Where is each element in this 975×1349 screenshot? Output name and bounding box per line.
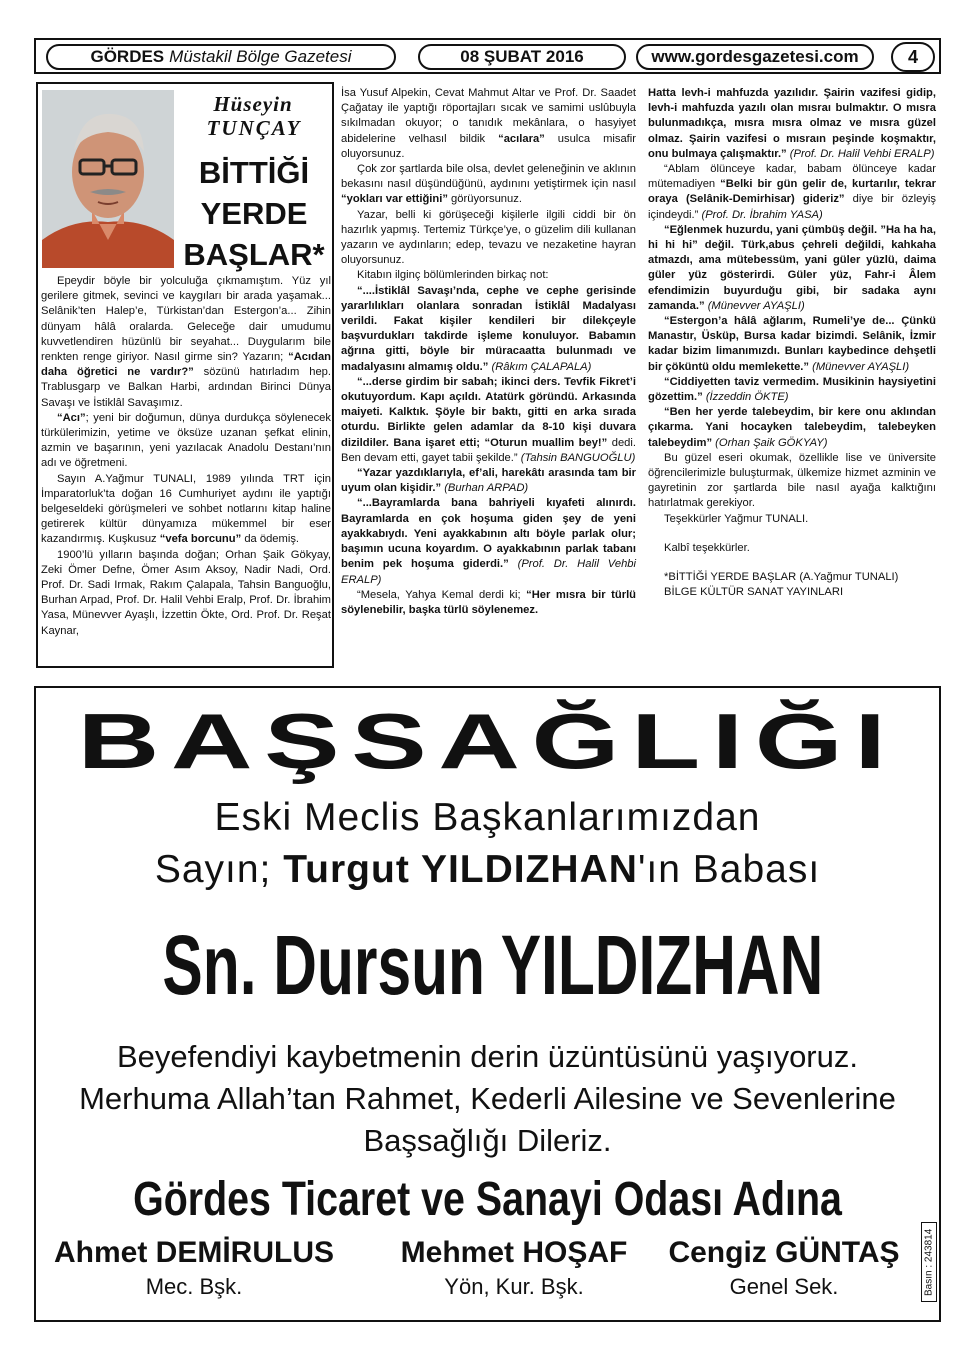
quote: “vefa borcunu”: [159, 533, 242, 546]
paragraph: da ödemiş.: [244, 533, 300, 546]
signatory-title: Genel Sek.: [729, 1274, 839, 1299]
message-line: Beyefendiyi kaybetmenin derin üzüntüsünü yaşıyoruz.: [117, 1039, 858, 1074]
quote-source: (Prof. Dr. Halil Vehbi ERALP): [341, 558, 636, 586]
article-text-col1: [41, 274, 331, 639]
article-column-2: [341, 86, 636, 618]
signatory-name: Mehmet HOŞAF: [400, 1236, 628, 1269]
advert-title: BAŞSAĞLIĞI: [77, 697, 898, 785]
quote-source: (Münevver AYAŞLI): [707, 299, 805, 312]
author-first-name: Hüseyin: [213, 92, 293, 116]
paragraph: Bu güzel eseri okumak, özellikle lise ve üniversite öğrencilerimizle buluşturmak, ülkemize hizmet azminin ve gayretinin zor şartlarda bile nasıl ayağa kalktığını hatırlatmak gerekiyor.: [648, 451, 936, 510]
paragraph: sözünü hatırladım hep. Trablusgarp ve Balkan Harbi, ardından Birinci Dünya Savaşı ve İstiklâl Savaşımız.: [41, 366, 332, 409]
signatory-title: Mec. Bşk.: [145, 1274, 243, 1299]
page-header: [34, 38, 941, 74]
paragraph: Kalbî teşekkürler.: [664, 541, 750, 554]
signatory-name: Cengiz GÜNTAŞ: [668, 1236, 900, 1269]
quote: “Oturun muallim bey!”: [484, 436, 608, 449]
advert-line-1: Eski Meclis Başkanlarımızdan: [214, 796, 761, 839]
page-number: 4: [891, 42, 935, 72]
paragraph: İsa Yusuf Alpekin, Cevat Mahmut Altar ve Prof. Dr. Saadet Çağatay ile yaptığı röportajları sıcak ve samimi uslûbuyla sıkılmadan okuyor; o tanıdık mekânlara, o hasyiyet abidelerine velhasıl bildik: [341, 87, 636, 145]
quote-source: (Münevver AYAŞLI): [812, 360, 910, 373]
paragraph: 1900’lü yılların başında doğan; Orhan Şaik Gökyay, Zeki Ömer Defne, Ömer Asım Aksoy, Nadir Nadi, Ord. Prof. Dr. Sadi Irmak, Rakım Çalapala, Tahsin Banguoğlu, Burhan Arpad, Prof. Dr. Halil Vehbi Eralp, Prof. Dr. İbrahim Yasa, Münevver Ayaşlı, İzzettin Ökte, Ord. Prof. Dr. Reşat Kaynar,: [41, 548, 331, 637]
paragraph: Epeydir böyle bir yolculuğa çıkmamıştım. Yüz yıl gerilere gitmek, sevinci ve kaygıları bir arada yaşamak... Selânik’ten Halep’e, Türkistan’dan Estergon’a... Zihin dünyam hâlâ oralarda. Geleceğe dair umudumu kuvvetlendiren hüzünlü bir seyahat... Duygularım bile renkten renge giriyor. Nasıl girme sin? Yazarın;: [41, 275, 331, 364]
deceased-name: Sn. Dursun YILDIZHAN: [162, 918, 824, 1012]
paragraph: Kitabın ilginç bölümlerinden birkaç not:: [357, 269, 549, 282]
paper-name-bold: GÖRDES: [90, 47, 165, 66]
paragraph: Sayın A.Yağmur TUNALI, 1989 yılında TRT için İmparatorluk’ta doğan 16 Cumhuriyet aydını ile yaptığı belgeseldeki görüşmeleri ve sohbet notlarını kitap haline getirerek kültür dünyamıza mükemmel bir eser kazandırmış. Kuşkusuz: [41, 472, 331, 546]
quote: “...Bayramlarda bana bahriyeli kıyafeti alınırdı. Bayramlarda en çok hoşuma giden şey de yeni ayakkabıydı. Yeni ayakkabının altı böyle parlak olur; başımın ucuna koyardım. O ayakkabının parlak tabanı benim pek hoşuma giderdi.”: [341, 497, 636, 571]
paragraph: Çok zor şartlarda bile olsa, devlet geleneğinin ve aklının bekasını nasıl düşündüğünü, aydınını yetiştirmek için nasıl: [341, 163, 636, 191]
basin-code: Basın : 243814: [921, 1222, 937, 1302]
condolence-advert: [34, 686, 941, 1322]
quote: “Acıdan daha öğretici ne vardır?”: [41, 351, 332, 379]
quote: “acılara”: [498, 132, 545, 145]
quote: “....İstiklâl Savaşı’nda, cephe ve cephe gerisinde yararlılıkları olanlara sonradan İstiklâl Madalyası verildi. Fakat kişiler kendileri bir dilekçeyle başvurdukları takdirde işleme konuluyor. Babamın ağrına gitti, böyle bir müracaatta bulunmadı ve madalyasını almamış oldu.”: [341, 284, 636, 373]
quote: “Ben her yerde talebeydim, bir kere onu aklından çıkarma. Yani hocayken talebeydim, talebeyken talebeydim”: [648, 406, 936, 449]
quote-source: (Prof. Dr. Halil Vehbi ERALP): [789, 147, 935, 160]
advert-organisation: Gördes Ticaret ve Sanayi Odası Adına: [133, 1173, 842, 1226]
paragraph: “Ablam ölünceye kadar, babam ölünceye kadar mütemadiyen: [648, 163, 936, 191]
quote-source: (Orhan Şaik GÖKYAY): [715, 436, 828, 449]
quote-source: (Râkım ÇALAPALA): [491, 360, 592, 373]
quote-source: (Burhan ARPAD): [444, 482, 529, 495]
quote: “Eğlenmek huzurdu, yani çümbüş değil. ”Ha ha ha, hi hi hi” değil. Türk,abus çehreli değildi, kahkaha atmazdı, ama mütebessüm, yani güler yüzlü, daima güler yüz gösterirdi. Güler yüz, Fahr-i Âlem efendimizin buyurduğu gibi, bir sadaka aynı zamanda.”: [648, 223, 936, 312]
paragraph: Yazar, belli ki görüşeceği kişilerle ilgili ciddi bir ön hazırlık yapmış. Tertemiz Türkçe’ye, o güzelim dili kullanan yazarın ve aydınların; edep, tevazu ve nezaketine hayran oluyorsunuz.: [341, 208, 636, 267]
signatory-name: Ahmet DEMİRULUS: [53, 1236, 334, 1269]
paragraph: görüyorsunuz.: [451, 193, 522, 206]
article-column-1: [36, 82, 334, 668]
message-line: Merhuma Allah’tan Rahmet, Kederli Ailesine ve Sevenlerine: [79, 1081, 896, 1116]
paragraph: ; yeni bir doğumun, dünya durdukça söylenecek türkülerimizin, yetime ve öksüze uzanan şefkat elinin, azmin ve başarının, yeni yazılacak Anadolu Destanı’nın adı ve öğretmeni.: [41, 411, 331, 470]
article-headline: [176, 152, 332, 275]
author-photo: [42, 90, 174, 268]
paragraph: “Mesela, Yahya Kemal derdi ki;: [357, 588, 521, 601]
advert-line-2-suffix: 'ın Babası: [637, 848, 821, 891]
paragraph: *BİTTİĞİ YERDE BAŞLAR (A.Yağmur TUNALI): [664, 571, 899, 584]
paragraph: usulca misafir oluyorsunuz.: [341, 132, 637, 160]
signatory: [364, 1236, 664, 1300]
paper-name: [46, 44, 396, 70]
headline-text: BİTTİĞİ YERDE BAŞLAR*: [183, 155, 325, 272]
message-line: Başsağlığı Dileriz.: [363, 1123, 612, 1158]
paragraph: Teşekkürler Yağmur TUNALI.: [664, 512, 809, 525]
paper-name-subtitle: Müstakil Bölge Gazetesi: [169, 47, 352, 66]
quote: “yokları var ettiğini”: [341, 193, 448, 206]
quote: “Acı”: [57, 411, 86, 424]
quote: “Her mısra bir türlü söylenebilir, başka türlü söylenemez.: [341, 588, 637, 616]
quote: “Estergon’a hâlâ ağlarım, Rumeli’ye de... Çünkü Manastır, Üsküp, Bursa kadar bizimdi. Selânik, İzmir kadar bizim limanımızdı. Bunları kaybedince dehşetli bir çöküntü oldu memlekette.”: [648, 315, 936, 373]
quote: “...derse girdim bir sabah; ikinci ders. Tevfik Fikret’i okutuyordum. Kapı açıldı. Atatürk göründü. Arkasında maiyeti. Kalktık. Şöyle bir baktı, gitti en arka sırada oturdu. Birlikte gelen adamlar da 8-10 kişi duvara dizildiler. Bana işaret etti;: [341, 375, 636, 449]
article-column-3: [648, 86, 936, 601]
advert-line-2-name: Turgut YILDIZHAN: [283, 848, 638, 891]
quote: “Yazar yazdıklarıyla, ef’ali, harekâtı arasında tam bir uyum olan kişidir.”: [341, 467, 636, 495]
advert-line-2-prefix: Sayın;: [154, 848, 272, 891]
quote: “Belki bir gün gelir de, kurtarılır, tekrar oraya (Selânik-Demirhisar) gideriz”: [648, 178, 936, 206]
advert-line-2: [36, 848, 939, 892]
signatory: [44, 1236, 344, 1300]
quote: “Ciddiyetten taviz vermedim. Musikinin haysiyetini gözettim.”: [648, 375, 936, 404]
advert-message: [36, 1036, 939, 1162]
issue-date: 08 ŞUBAT 2016: [418, 44, 626, 70]
paragraph: diye bir özleyiş içindeydi.”: [648, 193, 937, 221]
quote-source: (Tahsin BANGUOĞLU): [520, 451, 636, 464]
quote: Hatta levh-i mahfuzda yazılıdır. Şairin vazifesi gidip, levh-i mahfuzda yazılı olan mısraı bulmaktır. O mısra bulunmadıkça, mısra mısra olmaz ve mısra güzel olmaz. Şairin vazifesi o mısraın peşinde koşmaktır, onu bulmaya çalışmaktır.”: [648, 87, 936, 160]
signatory-title: Yön, Kur. Bşk.: [444, 1274, 584, 1299]
website-link[interactable]: www.gordesgazetesi.com: [636, 44, 874, 70]
paragraph: BİLGE KÜLTÜR SANAT YAYINLARI: [664, 586, 844, 599]
quote-source: (Prof. Dr. İbrahim YASA): [701, 208, 823, 221]
author-last-name: TUNÇAY: [206, 116, 302, 140]
quote-source: (İzzeddin ÖKTE): [705, 391, 789, 404]
paragraph: dedi. Ben devam etti, gayet tabii şekilde.”: [341, 436, 636, 464]
signatory: [634, 1236, 934, 1300]
